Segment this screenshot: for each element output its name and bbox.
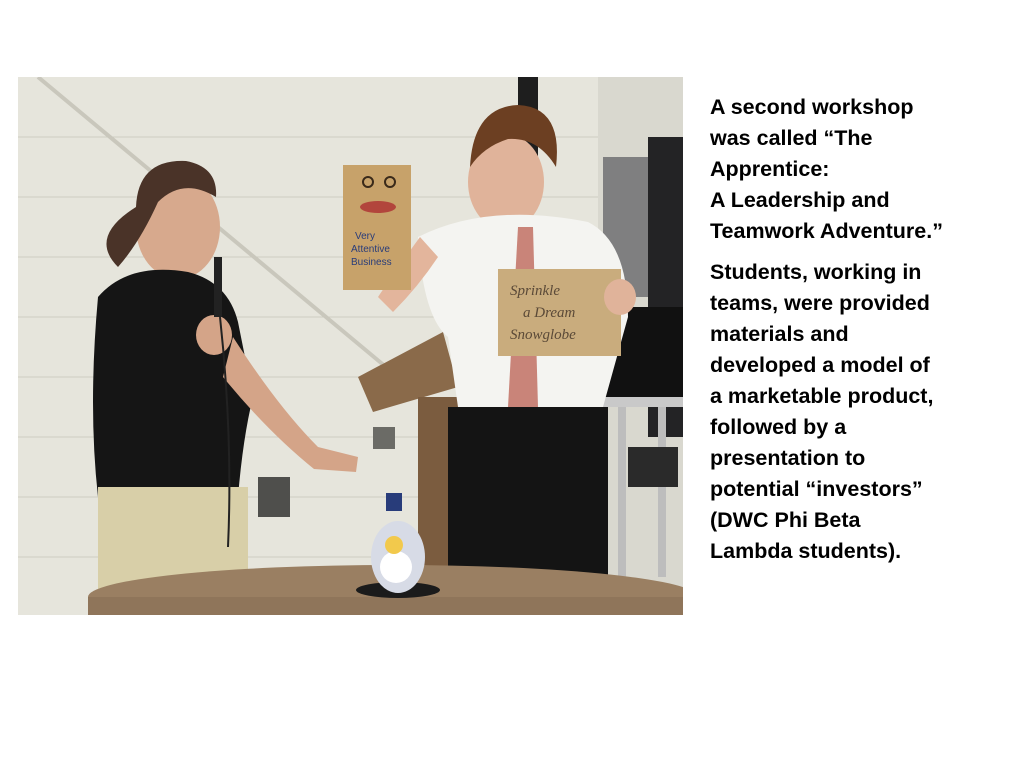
puppet-text-2: Attentive <box>351 244 390 255</box>
paper-bag-puppet <box>343 165 411 290</box>
text-line: developed a model of <box>710 353 930 377</box>
text-line: a marketable product, <box>710 384 934 408</box>
text-line: Teamwork Adventure.” <box>710 219 943 243</box>
workshop-photo <box>18 77 683 615</box>
text-line: A second workshop <box>710 95 914 119</box>
text-line: teams, were provided <box>710 291 930 315</box>
text-line: (DWC Phi Beta <box>710 508 861 532</box>
description-paragraph <box>710 257 1010 567</box>
photo-illustration <box>18 77 683 615</box>
text-line: was called “The <box>710 126 873 150</box>
text-line: A Leadership and <box>710 188 890 212</box>
puppet-text-1: Very <box>355 231 376 242</box>
text-line: followed by a <box>710 415 847 439</box>
puppet-text-3: Business <box>351 257 392 268</box>
text-line: presentation to <box>710 446 866 470</box>
text-line: materials and <box>710 322 849 346</box>
sign-text-2: a Dream <box>523 305 576 321</box>
text-line: Lambda students). <box>710 539 902 563</box>
slide-text <box>710 92 1010 577</box>
snowglobe-sign <box>498 269 621 356</box>
text-line: potential “investors” <box>710 477 923 501</box>
intro-paragraph <box>710 92 1010 247</box>
sign-text-1: Sprinkle <box>510 283 560 299</box>
text-line: Students, working in <box>710 260 922 284</box>
text-line: Apprentice: <box>710 157 830 181</box>
sign-text-3: Snowglobe <box>510 327 576 343</box>
